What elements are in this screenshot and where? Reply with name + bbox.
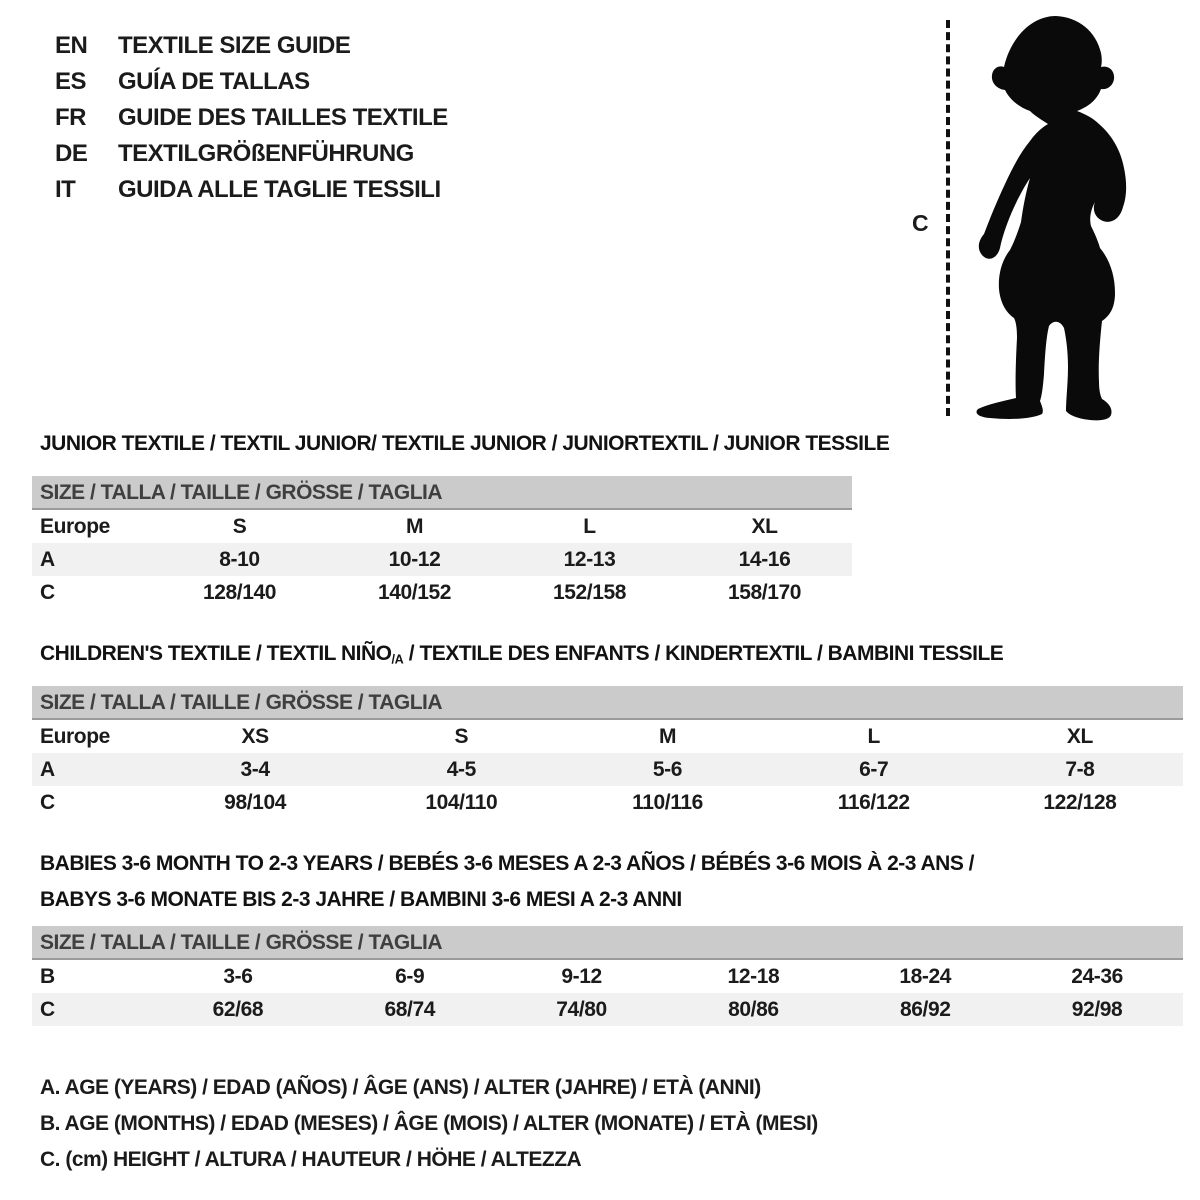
children-size-table [32,686,1183,819]
language-row [55,100,448,136]
children-title-subscript: /A [391,652,404,667]
table-cell: 3-6 [223,965,253,988]
language-code: IT [55,176,76,203]
table-cell: M [405,515,424,538]
table-cell: 122/128 [1043,791,1117,814]
row-label: Europe [40,725,110,748]
table-cell: XL [751,515,778,538]
table-cell: 116/122 [837,791,910,814]
toddler-silhouette-image [964,12,1144,422]
table-header: SIZE / TALLA / TAILLE / GRÖSSE / TAGLIA [32,686,1183,720]
table-cell: 5-6 [652,758,683,781]
table-cell: 8-10 [219,548,260,571]
table-cell: 7-8 [1065,758,1095,781]
row-label: Europe [40,515,110,538]
babies-title-line2: BABYS 3-6 MONATE BIS 2-3 JAHRE / BAMBINI 3-6 MESI A 2-3 ANNI [40,888,682,911]
language-code: DE [55,140,88,167]
table-cell: 104/110 [425,791,498,814]
table-cell: 92/98 [1071,998,1123,1021]
junior-section-title [40,432,889,456]
junior-size-table [32,476,852,609]
table-cell: 80/86 [728,998,779,1021]
table-header: SIZE / TALLA / TAILLE / GRÖSSE / TAGLIA [32,926,1183,960]
language-label: GUIDA ALLE TAGLIE TESSILI [118,176,441,203]
row-label: C [40,998,55,1021]
table-cell: XL [1066,725,1093,748]
table-cell: 62/68 [212,998,264,1021]
row-label: A [40,758,55,781]
table-cell: 158/170 [727,581,802,604]
table-body [32,960,1183,1026]
table-cell: L [867,725,880,748]
table-cell: 68/74 [384,998,436,1021]
height-measure-label: C [912,210,929,236]
legend-line: A. AGE (YEARS) / EDAD (AÑOS) / ÂGE (ANS) / ALTER (JAHRE) / ETÀ (ANNI) [40,1076,761,1099]
language-title-block [55,28,448,208]
table-cell: 18-24 [899,965,952,988]
table-cell: 24-36 [1071,965,1123,988]
legend-line: C. (cm) HEIGHT / ALTURA / HAUTEUR / HÖHE / ALTEZZA [40,1148,582,1171]
table-cell: S [232,515,247,538]
table-cell: 152/158 [552,581,627,604]
row-label: C [40,581,55,604]
table-row [32,993,1183,1026]
height-measure-dashed-line [946,20,950,416]
language-label: GUIDE DES TAILLES TEXTILE [118,104,448,131]
children-section-title [40,642,1003,667]
table-row [32,753,1183,786]
row-label: A [40,548,55,571]
table-cell: 9-12 [561,965,602,988]
language-label: GUÍA DE TALLAS [118,68,310,95]
language-label: TEXTILE SIZE GUIDE [118,32,351,59]
row-label: B [40,965,55,988]
table-cell: 86/92 [899,998,951,1021]
table-cell: 14-16 [738,548,791,571]
table-cell: 10-12 [388,548,441,571]
table-cell: S [454,725,469,748]
row-label: C [40,791,55,814]
table-body [32,510,852,609]
language-row [55,136,448,172]
baby-figure-block [900,10,1180,425]
table-cell: 128/140 [202,581,277,604]
language-row [55,172,448,208]
table-row [32,720,1183,753]
table-cell: L [583,515,596,538]
children-title-post: / TEXTILE DES ENFANTS / KINDERTEXTIL / BAMBINI TESSILE [403,642,1004,665]
language-code: ES [55,68,87,95]
legend-line: B. AGE (MONTHS) / EDAD (MESES) / ÂGE (MOIS) / ALTER (MONATE) / ETÀ (MESI) [40,1112,818,1135]
babies-section-title [40,846,974,918]
table-cell: 110/116 [632,791,703,814]
table-cell: XS [241,725,269,748]
language-label: TEXTILGRÖßENFÜHRUNG [118,140,414,167]
table-row [32,786,1183,819]
junior-title-text: JUNIOR TEXTILE / TEXTIL JUNIOR/ TEXTILE JUNIOR / JUNIORTEXTIL / JUNIOR TESSILE [40,432,890,455]
language-row [55,64,448,100]
table-cell: 4-5 [446,758,476,781]
table-cell: 12-13 [563,548,616,571]
babies-title-line1: BABIES 3-6 MONTH TO 2-3 YEARS / BEBÉS 3-6 MESES A 2-3 AÑOS / BÉBÉS 3-6 MOIS À 2-3 ANS / [40,852,975,875]
table-body [32,720,1183,819]
language-code: FR [55,104,86,131]
children-title-pre: CHILDREN'S TEXTILE / TEXTIL NIÑO [40,642,392,665]
language-row [55,28,448,64]
measurement-legend [40,1070,818,1178]
table-cell: 74/80 [556,998,607,1021]
table-row [32,960,1183,993]
table-cell: 12-18 [727,965,780,988]
table-cell: 6-9 [395,965,425,988]
table-row [32,576,852,609]
table-cell: 3-4 [240,758,270,781]
babies-size-table [32,926,1183,1026]
table-row [32,543,852,576]
language-code: EN [55,32,88,59]
table-cell: 140/152 [377,581,452,604]
table-cell: 98/104 [224,791,287,814]
table-cell: M [658,725,677,748]
table-cell: 6-7 [859,758,889,781]
table-row [32,510,852,543]
table-header: SIZE / TALLA / TAILLE / GRÖSSE / TAGLIA [32,476,852,510]
